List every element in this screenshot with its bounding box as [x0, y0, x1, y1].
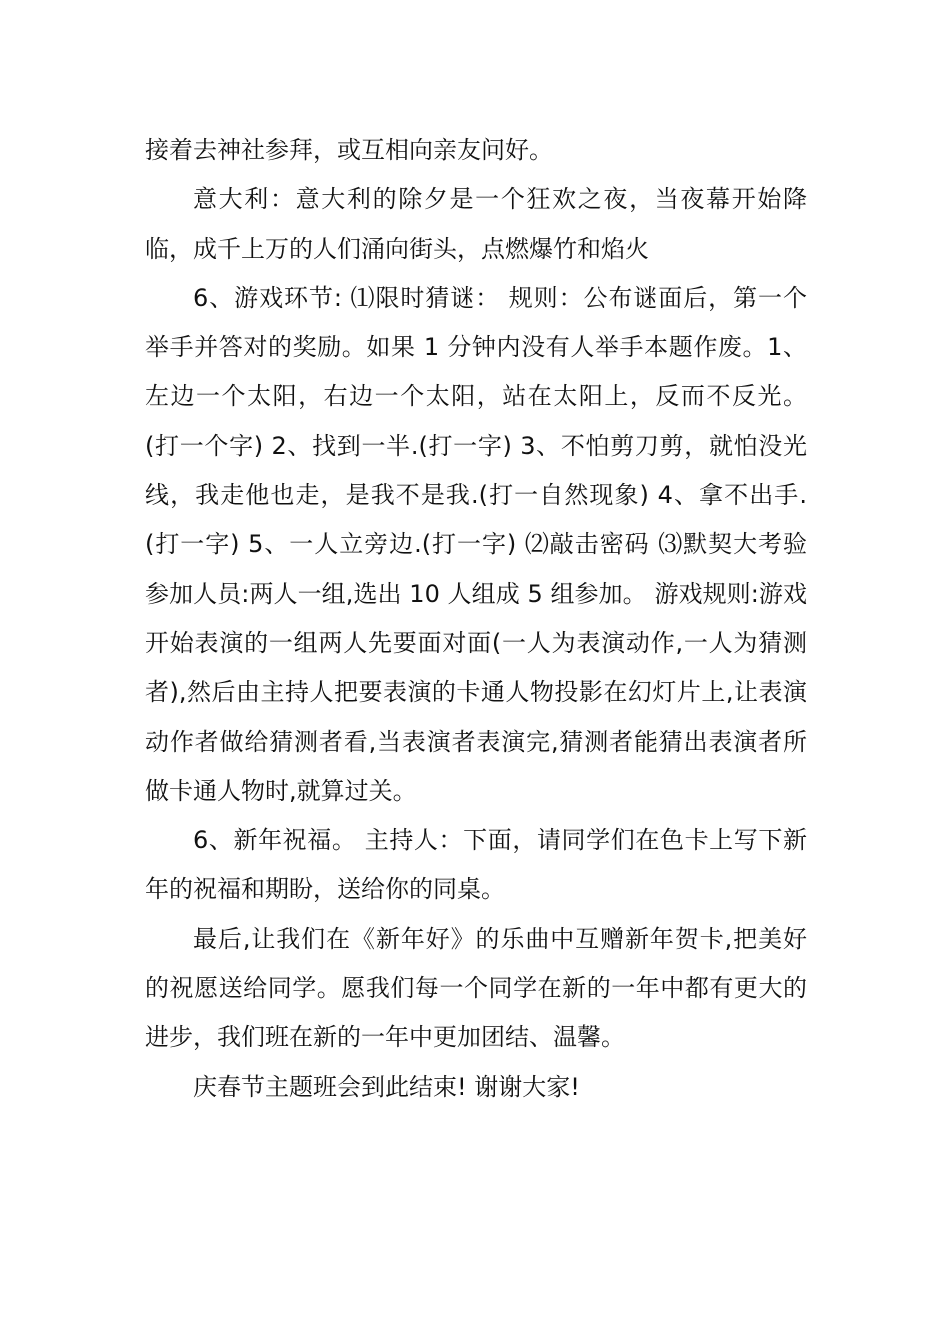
document-body: [145, 126, 807, 1112]
paragraph-greeting-custom: 接着去神社参拜，或互相向亲友问好。: [145, 136, 553, 164]
paragraph-end-remark: 庆春节主题班会到此结束! 谢谢大家!: [193, 1072, 580, 1101]
paragraph-italy-new-year: 意大利：意大利的除夕是一个狂欢之夜，当夜幕开始降临，成千上万的人们涌向街头，点燃爆竹和焰火: [145, 185, 807, 263]
paragraph-closing-cards: 最后,让我们在《新年好》的乐曲中互赠新年贺卡,把美好的祝愿送给同学。愿我们每一个同学在新的一年中都有更大的进步，我们班在新的一年中更加团结、温馨。: [145, 924, 807, 1052]
paragraph-new-year-wishes: 6、新年祝福。 主持人：下面，请同学们在色卡上写下新年的祝福和期盼，送给你的同桌。: [145, 826, 807, 904]
paragraph-game-section: 6、游戏环节: ⑴限时猜谜： 规则：公布谜面后，第一个举手并答对的奖励。如果 1 分钟内没有人举手本题作废。1、左边一个太阳，右边一个太阳，站在太阳上，反而不反光。 (打一个字) 2、找到一半.(打一字) 3、不怕剪刀剪，就怕没光线，我走他也走，是我不是我.(打一自然现象) 4、拿不出手.(打一字) 5、一人立旁边.(打一字) ⑵敲击密码 ⑶默契大考验 参加人员:两人一组,选出 10 人组成 5 组参加。 游戏规则:游戏开始表演的一组两人先要面对面(一人为表演动作,一人为猜测者),然后由主持人把要表演的卡通人物投影在幻灯片上,让表演动作者做给猜测者看,当表演者表演完,猜测者能猜出表演者所做卡通人物时,就算过关。: [145, 283, 807, 805]
